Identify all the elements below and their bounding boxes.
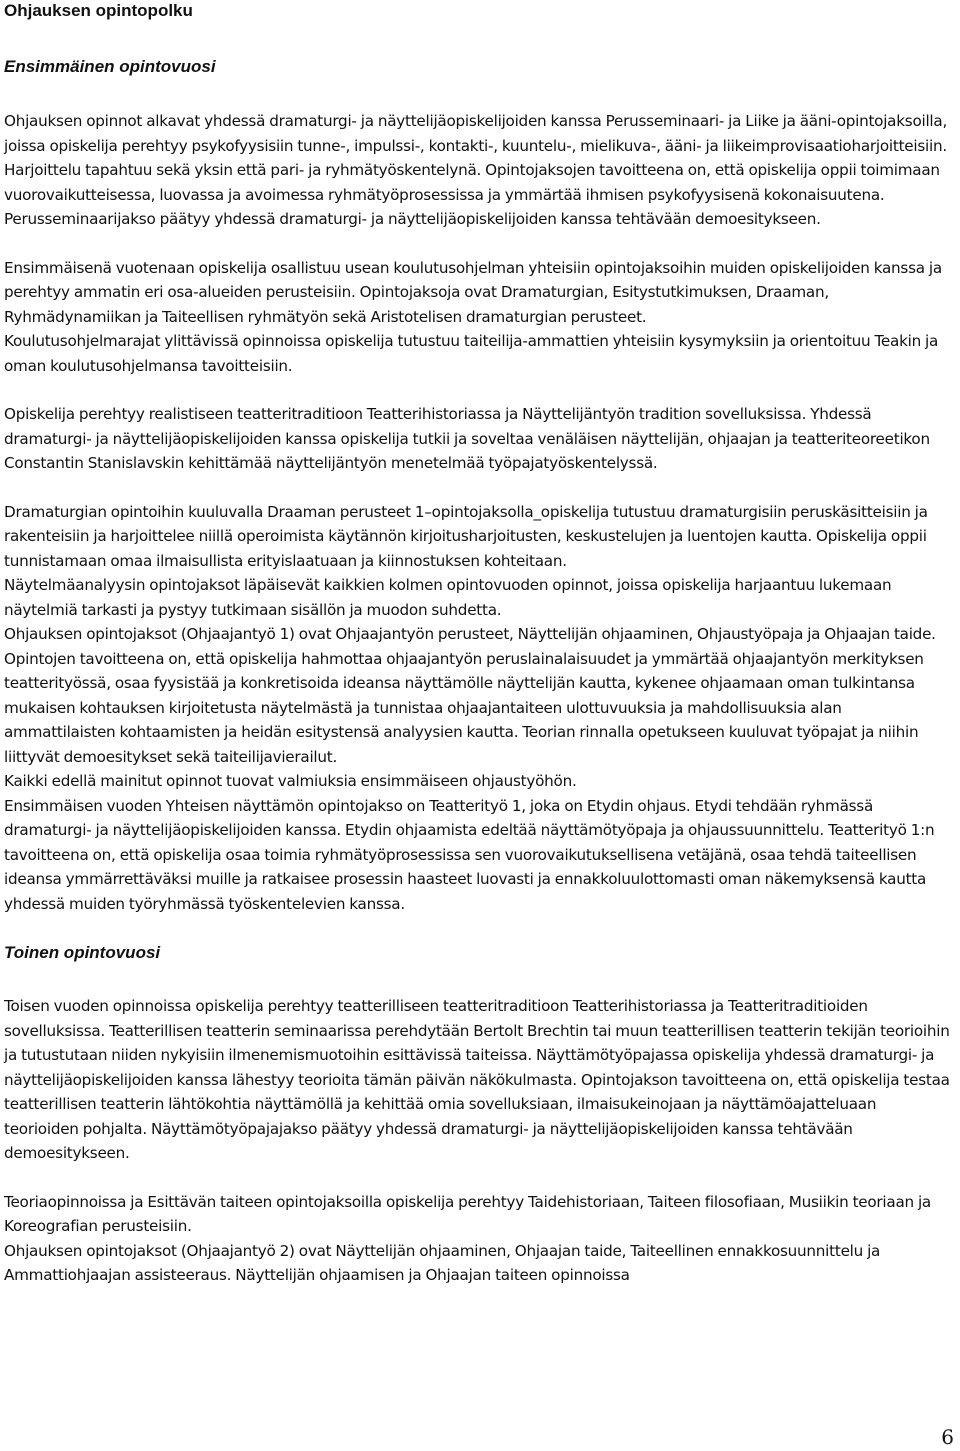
paragraph-block [4,256,954,379]
paragraph-block [4,500,954,917]
paragraph: Ohjauksen opinnot alkavat yhdessä dramaturgi- ja näyttelijäopiskelijoiden kanssa Perusseminaari- ja Liike ja ääni-opintojaksoilla, joissa opiskelija perehtyy psykofyysisiin tunne-, impulssi-, kontakti-, kuuntelu-, mielikuva-, ääni- ja liikeimprovisaatioharjoitteisiin. Harjoittelu tapahtuu sekä yksin että pari- ja ryhmätyöskentelynä. Opintojaksojen tavoitteena on, että opiskelija oppii toimimaan vuorovaikutteisessa, luovassa ja avoimessa ryhmätyöprosessissa ja ymmärtää ihmisen psykofyysisenä kokonaisuutena. Perusseminaarijakso päätyy yhdessä dramaturgi- ja näyttelijäopiskelijoiden kanssa tehtävään demoesitykseen. [4,112,948,228]
paragraph: Opiskelija perehtyy realistiseen teatteritraditioon Teatterihistoriassa ja Näyttelijäntyön tradition sovelluksissa. Yhdessä dramaturgi- ja näyttelijäopiskelijoiden kanssa opiskelija tutkii ja soveltaa venäläisen näyttelijän, ohjaajan ja teatteriteoreetikon Constantin Stanislavskin kehittämää näyttelijäntyön menetelmää työpajatyöskentelyssä. [4,405,930,472]
paragraph: Teoriaopinnoissa ja Esittävän taiteen opintojaksoilla opiskelija perehtyy Taidehistoriaan, Taiteen filosofiaan, Musiikin teoriaan ja Koreografian perusteisiin. [4,1192,931,1235]
paragraph: Ensimmäisen vuoden Yhteisen näyttämön opintojakso on Teatterityö 1, joka on Etydin ohjaus. Etydi tehdään ryhmässä dramaturgi- ja näyttelijäopiskelijoiden kanssa. Etydin ohjaamista edeltää näyttämötyöpaja ja ohjaussuunnittelu. Teatterityö 1:n tavoitteena on, että opiskelija osaa toimia ryhmätyöprosessissa sen vuorovaikutuksellisena vetäjänä, osaa tehdä taiteellisen ideansa ymmärrettäväksi muille ja ratkaisee prosessin haasteet luovasti ja ennakkoluulottomasti oman näkemyksensä kautta yhdessä muiden työryhmässä työskentelevien kanssa. [4,796,935,913]
paragraph: Toisen vuoden opinnoissa opiskelija perehtyy teatterilliseen teatteritraditioon Teatterihistoriassa ja Teatteritraditioiden sovelluksissa. Teatterillisen teatterin seminaarissa perehdytään Bertolt Brechtin tai muun teatterillisen teatterin tekijän teorioihin ja tutustutaan niiden nykyisiin ilmenemismuotoihin esittävissä taiteissa. Näyttämötyöpajassa opiskelija yhdessä dramaturgi- ja näyttelijäopiskelijoiden kanssa lähestyy teorioita tämän päivän näkökulmasta. Opintojakson tavoitteena on, että opiskelija testaa teatterillisen teatterin lähtökohtia näyttämöllä ja kehittää omia sovelluksiaan, ilmaisukeinojaan ja näyttämöajatteluaan teorioiden pohjalta. Näyttämötyöpajajakso päätyy yhdessä dramaturgi- ja näyttelijäopiskelijoiden kanssa tehtävään demoesitykseen. [4,997,950,1162]
paragraph: Näytelmäanalyysin opintojaksot läpäisevät kaikkien kolmen opintovuoden opinnot, joissa opiskelija harjaantuu lukemaan näytelmiä tarkasti ja pystyy tutkimaan sisällön ja muodon suhdetta. [4,576,892,619]
document-title: Ohjauksen opintopolku [4,1,193,20]
paragraph-block [4,109,954,232]
section-heading-first-year: Ensimmäinen opintovuosi [4,57,216,76]
paragraph-block [4,402,954,476]
paragraph: Kaikki edellä mainitut opinnot tuovat valmiuksia ensimmäiseen ohjaustyöhön. [4,772,577,790]
paragraph: Dramaturgian opintoihin kuuluvalla Draaman perusteet 1–opintojaksolla_opiskelija tutustuu dramaturgisiin peruskäsitteisiin ja rakenteisiin ja harjoittelee niillä operoimista käytännön kirjoitusharjoitusten, keskustelujen ja luentojen kautta. Opiskelija oppii tunnistamaan omaa ilmaisullista erityislaatuaan ja kiinnostuksen kohteitaan. [4,502,928,570]
section-heading-second-year: Toinen opintovuosi [4,943,161,962]
page-number: 6 [941,1425,954,1449]
paragraph: Koulutusohjelmarajat ylittävissä opinnoissa opiskelija tutustuu taiteilija-ammattien yhteisiin kysymyksiin ja orientoituu Teakin ja oman koulutusohjelmansa tavoitteisiin. [4,332,939,375]
paragraph-block [4,994,954,1166]
paragraph-block [4,1190,954,1288]
section-body-second-year [4,994,954,1288]
paragraph: Ohjauksen opintojaksot (Ohjaajantyö 2) ovat Näyttelijän ohjaaminen, Ohjaajan taide, Taiteellinen ennakkosuunnittelu ja Ammattiohjaajan assisteeraus. Näyttelijän ohjaamisen ja Ohjaajan taiteen opinnoissa [4,1241,881,1284]
document-page [4,0,954,1288]
section-body-first-year [4,109,954,916]
paragraph: Ohjauksen opintojaksot (Ohjaajantyö 1) ovat Ohjaajantyön perusteet, Näyttelijän ohjaaminen, Ohjaustyöpaja ja Ohjaajan taide. Opintojen tavoitteena on, että opiskelija hahmottaa ohjaajantyön peruslainalaisuudet ja ymmärtää ohjaajantyön merkityksen teatterityössä, osaa fyysistää ja konkretisoida ideansa näyttämölle näyttelijän kautta, kykenee ohjaamaan oman tulkintansa mukaisen kohtauksen kirjoitetusta näytelmästä ja tunnistaa ohjaajantaiteen ulottuvuuksia ja mahdollisuuksia alan ammattilaisten kohtaamisten ja heidän esitystensä analyysien kautta. Teorian rinnalla opetukseen kuuluvat työpajat ja niihin liittyvät demoesitykset sekä taiteilijavierailut. [4,625,936,766]
paragraph: Ensimmäisenä vuotenaan opiskelija osallistuu usean koulutusohjelman yhteisiin opintojaksoihin muiden opiskelijoiden kanssa ja perehtyy ammatin eri osa-alueiden perusteisiin. Opintojaksoja ovat Dramaturgian, Esitystutkimuksen, Draaman, Ryhmädynamiikan ja Taiteellisen ryhmätyön sekä Aristotelisen dramaturgian perusteet. [4,258,942,326]
